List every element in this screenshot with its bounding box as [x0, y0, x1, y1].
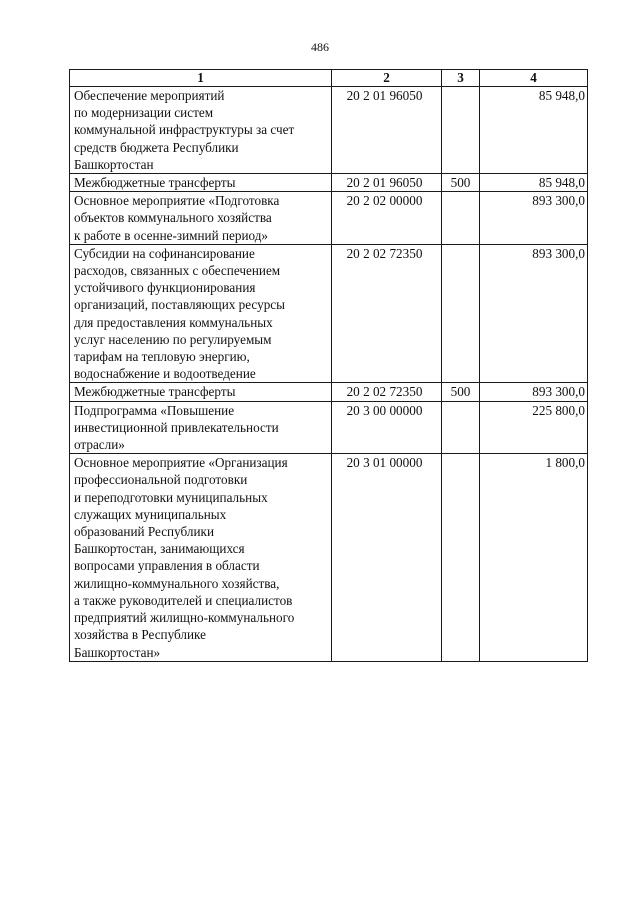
table-row — [70, 174, 588, 192]
row-name-cell: Основное мероприятие «Подготовка объектов коммунального хозяйства к работе в осенне-зимний период» — [70, 192, 332, 245]
budget-table — [69, 69, 588, 662]
table-row — [70, 454, 588, 661]
row-type-cell — [442, 87, 480, 174]
row-type-cell: 500 — [442, 174, 480, 192]
row-name-cell: Основное мероприятие «Организация профессиональной подготовки и переподготовки муниципальных служащих муниципальных образований Республики Башкортостан, занимающихся вопросами управления в области жилищно-коммунального хозяйства, а также руководителей и специалистов предприятий жилищно-коммунального хозяйства в Республике Башкортостан» — [70, 454, 332, 661]
row-name-cell: Субсидии на софинансирование расходов, связанных с обеспечением устойчивого функционирования организаций, поставляющих ресурсы для предоставления коммунальных услуг населению по регулируемым тарифам на тепловую энергию, водоснабжение и водоотведение — [70, 244, 332, 383]
row-amount-cell: 85 948,0 — [480, 87, 588, 174]
column-header: 1 — [70, 70, 332, 87]
table-header-row — [70, 70, 588, 87]
row-name-cell: Обеспечение мероприятий по модернизации систем коммунальной инфраструктуры за счет средств бюджета Республики Башкортостан — [70, 87, 332, 174]
column-header: 4 — [480, 70, 588, 87]
row-code-cell: 20 2 01 96050 — [332, 174, 442, 192]
row-type-cell: 500 — [442, 383, 480, 401]
row-name-cell: Межбюджетные трансферты — [70, 383, 332, 401]
row-name-cell: Подпрограмма «Повышение инвестиционной привлекательности отрасли» — [70, 401, 332, 454]
table-row — [70, 244, 588, 383]
row-amount-cell: 893 300,0 — [480, 244, 588, 383]
row-code-cell: 20 3 00 00000 — [332, 401, 442, 454]
row-type-cell — [442, 192, 480, 245]
row-amount-cell: 1 800,0 — [480, 454, 588, 661]
column-header: 3 — [442, 70, 480, 87]
table-row — [70, 87, 588, 174]
table-row — [70, 401, 588, 454]
row-amount-cell: 893 300,0 — [480, 383, 588, 401]
row-amount-cell: 85 948,0 — [480, 174, 588, 192]
table-row — [70, 192, 588, 245]
column-header: 2 — [332, 70, 442, 87]
row-type-cell — [442, 454, 480, 661]
table-row — [70, 383, 588, 401]
row-code-cell: 20 2 01 96050 — [332, 87, 442, 174]
page-number: 486 — [311, 40, 329, 54]
row-code-cell: 20 3 01 00000 — [332, 454, 442, 661]
row-code-cell: 20 2 02 00000 — [332, 192, 442, 245]
row-code-cell: 20 2 02 72350 — [332, 383, 442, 401]
row-amount-cell: 225 800,0 — [480, 401, 588, 454]
row-amount-cell: 893 300,0 — [480, 192, 588, 245]
row-name-cell: Межбюджетные трансферты — [70, 174, 332, 192]
row-type-cell — [442, 244, 480, 383]
row-type-cell — [442, 401, 480, 454]
row-code-cell: 20 2 02 72350 — [332, 244, 442, 383]
